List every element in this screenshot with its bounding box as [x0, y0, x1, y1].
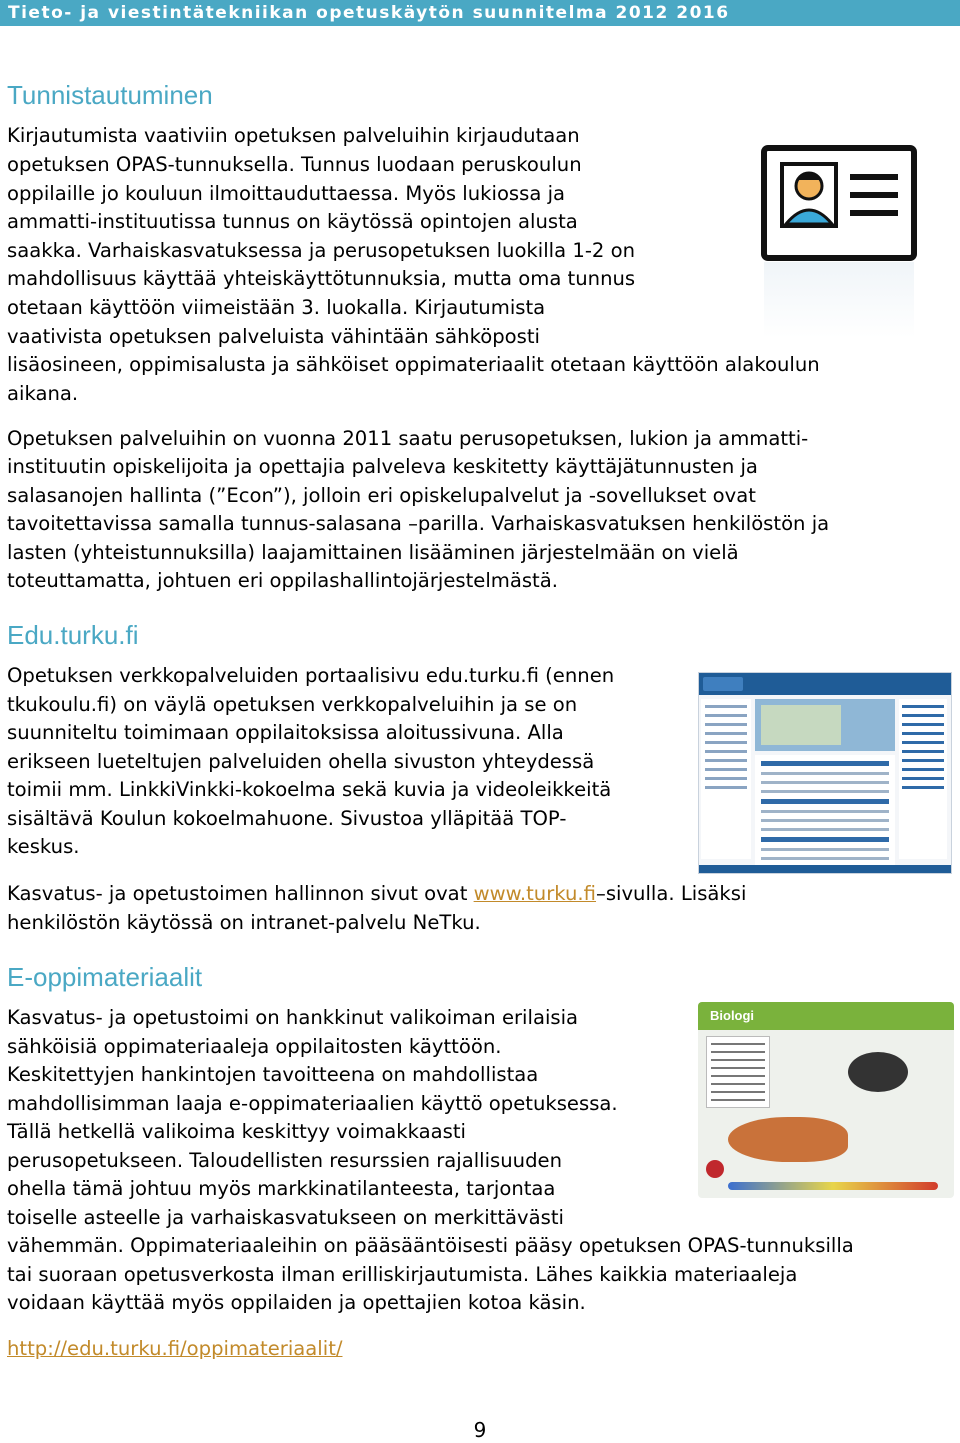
site-footer-bar — [699, 865, 951, 873]
oppimateriaalit-link[interactable]: http://edu.turku.fi/oppimateriaalit/ — [7, 1337, 343, 1360]
paragraph-line: Kirjautumista vaativiin opetuksen palveluihin kirjaudutaan — [7, 124, 580, 147]
section-heading-tunnistautuminen: Tunnistautuminen — [7, 80, 213, 110]
site-right-column — [899, 699, 947, 859]
app-title: Biologi — [710, 1008, 755, 1023]
bird-image — [848, 1052, 908, 1092]
paragraph-line: perusopetukseen. Taloudellisten resurssien rajallisuuden — [7, 1149, 563, 1172]
paragraph-line: ohella tämä johtuu myös markkinatilanteesta, tarjontaa — [7, 1177, 556, 1200]
text-run: Kasvatus- ja opetustoimen hallinnon sivut ovat — [7, 882, 474, 905]
paragraph-line: sähköisiä oppimateriaaleja oppilaitosten käyttöön. — [7, 1035, 502, 1058]
paragraph-line: mahdollisuus käyttää yhteiskäyttötunnuksia, mutta oma tunnus — [7, 267, 636, 290]
paragraph-line: instituutin opiskelijoita ja opettajia palveleva keskitetty käyttäjätunnusten ja — [7, 455, 758, 478]
paragraph-line: vaativista opetuksen palveluista vähintään sähköposti — [7, 325, 540, 348]
paragraph-line: Kasvatus- ja opetustoimi on hankkinut valikoiman erilaisia — [7, 1006, 579, 1029]
section-heading-e-oppimateriaalit: E-oppimateriaalit — [7, 962, 203, 992]
paragraph-line: vähemmän. Oppimateriaaleihin on pääsääntöisesti pääsy opetuksen OPAS-tunnuksilla — [7, 1234, 854, 1257]
paragraph-line: lisäosineen, oppimisalusta ja sähköiset oppimateriaalit otetaan käyttöön alakoulun — [7, 353, 820, 376]
paragraph-line: oppilaille jo kouluun ilmoittauduttaessa. Myös lukiossa ja — [7, 182, 566, 205]
paragraph-line: Opetuksen verkkopalveluiden portaalisivu edu.turku.fi (ennen — [7, 664, 615, 687]
paragraph-line: tavoitettavissa samalla tunnus-salasana –parilla. Varhaiskasvatuksen henkilöstön ja — [7, 512, 830, 535]
paragraph-line: henkilöstön käytössä on intranet-palvelu NeTku. — [7, 911, 481, 934]
paragraph-line: ammatti-instituutissa tunnus on käytössä opintojen alusta — [7, 210, 578, 233]
id-card-icon — [752, 140, 928, 340]
paragraph-line: toimii mm. LinkkiVinkki-kokoelma sekä kuvia ja videoleikkeitä — [7, 778, 612, 801]
paragraph-line: erikseen lueteltujen palveluiden ohella sivuston yhteydessä — [7, 750, 595, 773]
temperature-scale — [728, 1182, 938, 1190]
site-sidebar — [701, 699, 751, 859]
paragraph-line: toteuttamatta, johtuen eri oppilashallintojärjestelmästä. — [7, 569, 558, 592]
text-run: –sivulla. Lisäksi — [596, 882, 747, 905]
paragraph-line: lasten (yhteistunnuksilla) laajamittainen lisääminen järjestelmään on vielä — [7, 541, 739, 564]
paragraph-line: Keskitettyjen hankintojen tavoitteena on mahdollistaa — [7, 1063, 539, 1086]
site-header-bar — [699, 673, 951, 695]
biology-material-screenshot — [698, 1002, 954, 1198]
section-heading-edu-turku: Edu.turku.fi — [7, 620, 139, 650]
paragraph-line — [7, 1335, 342, 1364]
paragraph-line: keskus. — [7, 835, 80, 858]
paragraph-line — [7, 880, 746, 909]
page-number: 9 — [473, 1418, 487, 1442]
paragraph-line: tkukoulu.fi) on väylä opetuksen verkkopalveluihin ja se on — [7, 693, 578, 716]
paragraph-line: Tällä hetkellä valikoima keskittyy voimakkaasti — [7, 1120, 466, 1143]
paragraph-line: voidaan käyttää myös oppilaiden ja opettajien kotoa käsin. — [7, 1291, 586, 1314]
info-panel — [706, 1036, 770, 1108]
turku-fi-link[interactable]: www.turku.fi — [473, 882, 597, 905]
paragraph-line: salasanojen hallinta (”Econ”), jolloin eri opiskelupalvelut ja -sovellukset ovat — [7, 484, 756, 507]
fox-image — [728, 1117, 848, 1162]
paragraph-line: aikana. — [7, 382, 79, 405]
paragraph-line: Opetuksen palveluihin on vuonna 2011 saatu perusopetuksen, lukion ja ammatti- — [7, 427, 809, 450]
edu-turku-website-screenshot — [698, 672, 952, 874]
site-logo — [703, 677, 743, 691]
paragraph-line: opetuksen OPAS-tunnuksella. Tunnus luodaan peruskoulun — [7, 153, 582, 176]
site-main-content — [755, 755, 895, 865]
paragraph-line: toiselle asteelle ja varhaiskasvatukseen on merkittävästi — [7, 1206, 564, 1229]
paragraph-line: mahdollisimman laaja e-oppimateriaalien käyttö opetuksessa. — [7, 1092, 618, 1115]
document-header: Tieto- ja viestintätekniikan opetuskäytön suunnitelma 2012 2016 — [0, 0, 960, 26]
paragraph-line: sisältävä Koulun kokoelmahuone. Sivustoa ylläpitää TOP- — [7, 807, 567, 830]
site-banner-image — [755, 699, 895, 751]
paragraph-line: suunniteltu toimimaan oppilaitoksissa aloitussivuna. Alla — [7, 721, 564, 744]
paragraph-line: otetaan käyttöön viimeistään 3. luokalla. Kirjautumista — [7, 296, 546, 319]
record-icon — [706, 1160, 724, 1178]
paragraph-line: tai suoraan opetusverkosta ilman erilliskirjautumista. Lähes kaikkia materiaaleja — [7, 1263, 798, 1286]
paragraph-line: saakka. Varhaiskasvatuksessa ja perusopetuksen luokilla 1-2 on — [7, 239, 635, 262]
